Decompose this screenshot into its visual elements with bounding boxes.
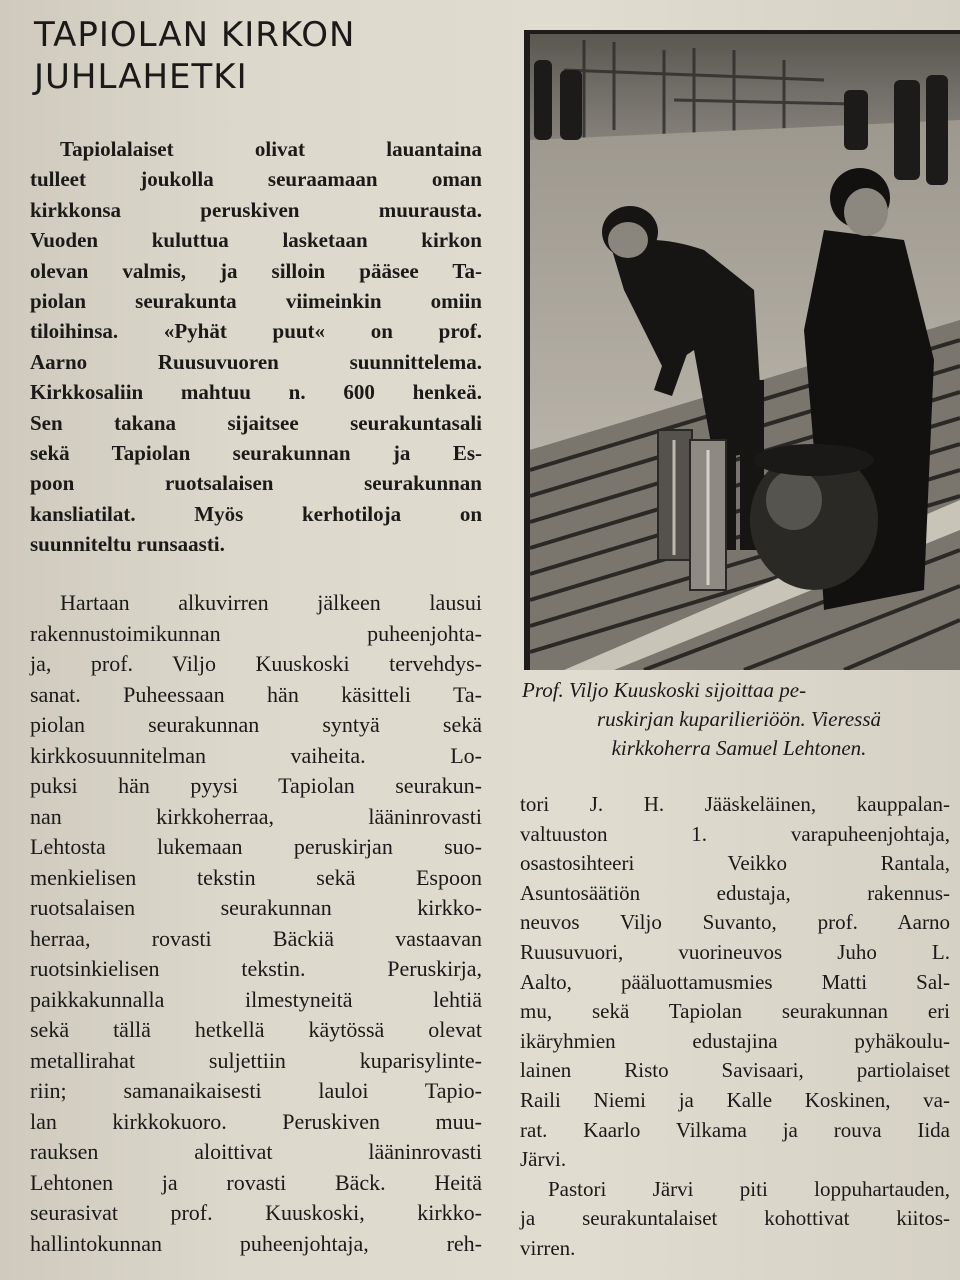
caption-line: Prof. Viljo Kuuskoski sijoittaa pe- (522, 678, 807, 702)
body-line: lan kirkkokuoro. Peruskiven muu- (30, 1108, 482, 1134)
body-line: rat. Kaarlo Vilkama ja rouva Iida (520, 1117, 950, 1142)
lead-line: Sen takana sijaitsee seurakuntasali (30, 410, 482, 435)
body-line: piolan seurakunnan syntyä sekä (30, 712, 482, 737)
lead-line: Vuoden kuluttua lasketaan kirkon (30, 228, 482, 253)
body-line: ruotsalaisen seurakunnan kirkko- (30, 895, 482, 920)
body-line: metallirahat suljettiin kuparisylinte- (30, 1047, 482, 1073)
caption-line: ruskirjan kuparilieriöön. Vieressä (596, 707, 882, 731)
body-line: tori J. H. Jääskeläinen, kauppalan- (520, 792, 950, 816)
lead-line: sekä Tapiolan seurakunnan ja Es- (30, 441, 482, 466)
body-line: puksi hän pyysi Tapiolan seurakun- (30, 773, 482, 798)
body-line: Pastori Järvi piti loppuhartauden, (548, 1176, 950, 1201)
body-line: valtuuston 1. varapuheenjohtaja, (520, 821, 950, 846)
lead-line: Kirkkosaliin mahtuu n. 600 henkeä. (30, 380, 482, 405)
lead-line: olevan valmis, ja silloin pääsee Ta- (30, 258, 482, 283)
body-line: nan kirkkoherraa, lääninrovasti (30, 803, 482, 829)
body-line: hallintokunnan puheenjohtaja, reh- (30, 1230, 482, 1256)
body-line: paikkakunnalla ilmestyneitä lehtiä (30, 986, 482, 1012)
lead-line: Tapiolalaiset olivat lauantaina (60, 137, 482, 161)
body-line: sanat. Puheessaan hän käsitteli Ta- (30, 681, 482, 707)
caption-line: kirkkoherra Samuel Lehtonen. (611, 736, 867, 760)
headline-line: TAPIOLAN KIRKON (34, 15, 356, 55)
body-line: sekä tällä hetkellä käytössä olevat (30, 1017, 482, 1042)
photo-caption (518, 676, 960, 763)
body-line: ruotsinkielisen tekstin. Peruskirja, (30, 956, 482, 981)
body-line: neuvos Viljo Suvanto, prof. Aarno (520, 910, 950, 935)
lead-paragraph (30, 134, 482, 560)
body-text-right-column (520, 790, 950, 1264)
body-line: ikäryhmien edustajina pyhäkoulu- (520, 1028, 950, 1053)
body-line: seurasivat prof. Kuuskoski, kirkko- (30, 1200, 482, 1225)
headline-line: JUHLAHETKI (34, 57, 248, 97)
body-line: rauksen aloittivat lääninrovasti (30, 1139, 482, 1164)
body-line: rakennustoimikunnan puheenjohta- (30, 620, 482, 646)
body-line: Asuntosäätiön edustaja, rakennus- (520, 880, 950, 905)
news-photo (524, 30, 960, 670)
body-line: riin; samanaikaisesti lauloi Tapio- (30, 1078, 482, 1103)
body-line: osastosihteeri Veikko Rantala, (520, 851, 950, 876)
body-line: mu, sekä Tapiolan seurakunnan eri (520, 999, 950, 1024)
lead-line: kirkkonsa peruskiven muurausta. (30, 197, 482, 222)
body-line: kirkkosuunnitelman vaiheita. Lo- (30, 742, 482, 768)
lead-line: Aarno Ruusuvuoren suunnittelema. (30, 349, 482, 374)
lead-line: kansliatilat. Myös kerhotiloja on (30, 501, 482, 526)
body-line: herraa, rovasti Bäckiä vastaavan (30, 925, 482, 951)
headline (34, 14, 474, 98)
body-line: Ruusuvuori, vuorineuvos Juho L. (520, 939, 950, 964)
lead-line: piolan seurakunta viimeinkin omiin (30, 289, 482, 314)
body-line: Hartaan alkuvirren jälkeen lausui (60, 590, 482, 615)
body-text-left-column (30, 588, 482, 1259)
body-line: Järvi. (520, 1147, 567, 1172)
body-line: Lehtonen ja rovasti Bäck. Heitä (30, 1169, 482, 1195)
body-line: ja seurakuntalaiset kohottivat kiitos- (520, 1206, 950, 1231)
body-line: lainen Risto Savisaari, partiolaiset (520, 1058, 950, 1083)
body-line: Lehtosta lukemaan peruskirjan suo- (30, 834, 482, 859)
body-line: menkielisen tekstin sekä Espoon (30, 864, 482, 890)
lead-line: suunniteltu runsaasti. (30, 532, 225, 557)
lead-line: tiloihinsa. «Pyhät puut« on prof. (30, 319, 482, 344)
body-line: ja, prof. Viljo Kuuskoski tervehdys- (30, 651, 482, 676)
body-line: Raili Niemi ja Kalle Koskinen, va- (520, 1087, 950, 1112)
body-line: virren. (520, 1235, 576, 1260)
lead-line: tulleet joukolla seuraamaan oman (30, 167, 482, 192)
body-line: Aalto, pääluottamusmies Matti Sal- (520, 969, 950, 994)
lead-line: poon ruotsalaisen seurakunnan (30, 471, 482, 496)
